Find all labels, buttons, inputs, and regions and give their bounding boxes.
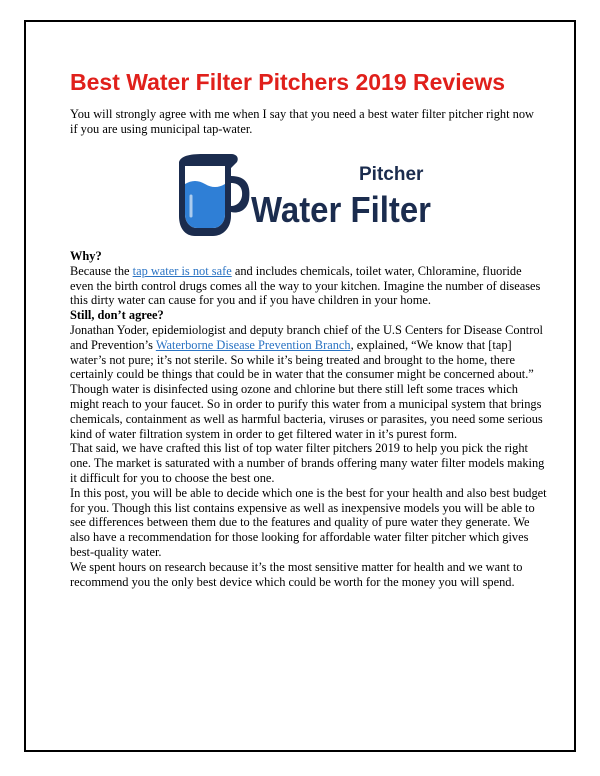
water-filter-logo [173,150,435,246]
still-heading: Still, don’t agree? [70,308,164,323]
logo-large-word: Water Filter [251,189,431,230]
water-pitcher-icon [179,154,249,236]
page-title: Best Water Filter Pitchers 2019 Reviews [70,69,506,95]
paragraph-3: Though water is disinfected using ozone and chlorine but there still left some traces which might reach to your faucet. So in order to purify this water from a municipal system that brings chemicals, containment as well as harmful bacteria, viruses or parasites, you need some serious kind of water filtration system in order to get filtered water in it’s purest form. [70,382,543,441]
paragraph-2-start: Jonathan Yoder, epidemiologist and deputy branch chief of the U.S Centers for Disease Control and Prevention’s [70,322,544,352]
paragraph-2-end: , explained, “We know that [tap] water’s not pure; it’s not sterile. So while it’s being treated and brought to the home, there certainly could be things that could be in water that the consumer might be concerned about.” [70,337,534,382]
why-heading: Why? [70,249,102,263]
tap-water-link[interactable]: tap water is not safe [132,263,232,278]
paragraph-2 [70,323,548,382]
paragraph-6: We spent hours on research because it’s the most sensitive matter for health and we want to recommend you the only best device which could be worth for the money you will spend. [70,559,523,589]
paragraph-5: In this post, you will be able to decide which one is the best for your health and also best budget for you. Though this list contains expensive as well as inexpensive models you will be able to see differences between them due to the features and quality of pure water they generate. We also have a recommendation for those looking for affordable water filter pitcher which gives best-quality water. [70,485,547,559]
paragraph-1-end: and includes chemicals, toilet water, Chloramine, fluoride even the birth control drugs comes all the way to your kitchen. Imagine the number of diseases this dirty water can cause for you and if you have children in your home. [70,263,541,308]
waterborne-disease-link[interactable]: Waterborne Disease Prevention Branch [155,337,351,352]
paragraph-1 [70,264,548,308]
paragraph-1-start: Because the [70,263,133,278]
paragraph-4: That said, we have crafted this list of top water filter pitchers 2019 to help you pick the right one. The market is saturated with a number of brands offering many water filter models making it difficult for you to choose the best one. [70,441,545,485]
intro-paragraph: You will strongly agree with me when I say that you need a best water filter pitcher right now if you are using municipal tap-water. [70,107,534,136]
article-body [70,249,548,589]
logo-small-word: Pitcher [359,164,424,185]
